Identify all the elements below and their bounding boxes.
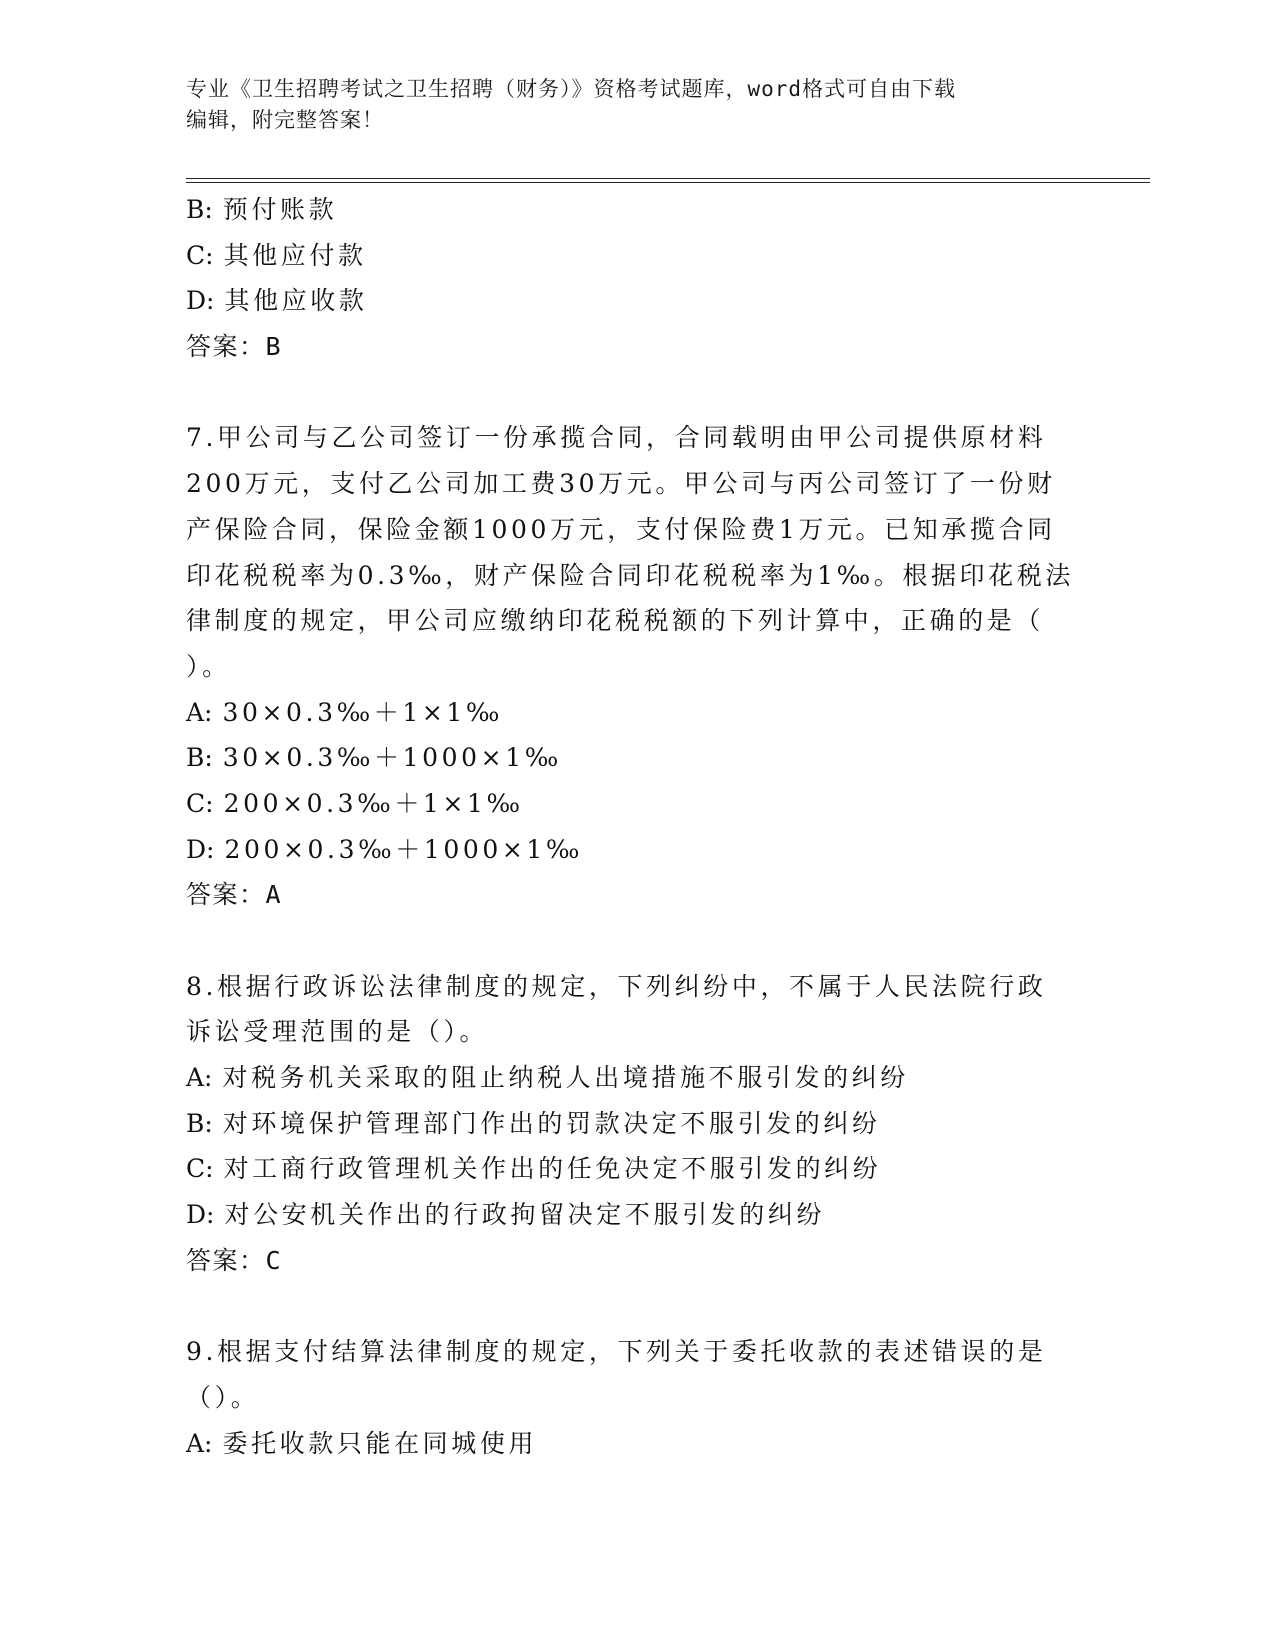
question-stem-line: 200万元，支付乙公司加工费30万元。甲公司与丙公司签订了一份财 — [186, 469, 1056, 499]
question-stem-line: 产保险合同，保险金额1000万元，支付保险费1万元。已知承揽合同 — [186, 514, 1056, 544]
option-d — [186, 278, 1086, 324]
header-line: 专业《卫生招聘考试之卫生招聘（财务）》资格考试题库，word格式可自由下载 — [186, 77, 957, 101]
answer-value: A — [265, 880, 281, 910]
option-key: A: — [186, 697, 213, 727]
option-key: B: — [186, 195, 213, 224]
question-stem-line: ）。 — [186, 651, 231, 681]
option-key: C: — [186, 1154, 214, 1184]
option-text: 委托收款只能在同城使用 — [222, 1428, 538, 1458]
option-b — [186, 1101, 1086, 1147]
option-d — [186, 827, 1086, 873]
option-key: B: — [186, 743, 213, 773]
option-c — [186, 781, 1086, 827]
option-text: 其他应收款 — [224, 286, 368, 316]
option-key: D: — [186, 286, 215, 316]
answer-label: 答案： — [186, 880, 266, 910]
option-key: B: — [186, 1108, 213, 1138]
question-stem-line: 律制度的规定，甲公司应缴纳印花税税额的下列计算中，正确的是（ — [186, 606, 1045, 636]
option-a — [186, 690, 1086, 736]
option-a — [186, 1421, 1086, 1467]
header-divider — [186, 178, 1150, 179]
option-text: 对环境保护管理部门作出的罚款决定不服引发的纠纷 — [222, 1108, 881, 1138]
answer-label: 答案： — [186, 332, 266, 362]
option-text: 30×0.3‰＋1000×1‰ — [222, 743, 562, 773]
answer-label: 答案： — [186, 1245, 266, 1275]
option-c — [186, 1146, 1086, 1192]
option-key: A: — [186, 1063, 213, 1093]
question-7 — [186, 415, 1086, 918]
question-stem-line: 7.甲公司与乙公司签订一份承揽合同，合同载明由甲公司提供原材料 — [186, 423, 1047, 453]
header-line: 编辑，附完整答案！ — [186, 108, 384, 132]
option-text: 200×0.3‰＋1×1‰ — [223, 788, 524, 818]
question-stem-line: 9.根据支付结算法律制度的规定，下列关于委托收款的表述错误的是 — [186, 1337, 1047, 1367]
option-text: 其他应付款 — [223, 240, 367, 270]
answer-line — [186, 872, 1086, 918]
option-b — [186, 735, 1086, 781]
question-stem-line: 诉讼受理范围的是（）。 — [186, 1017, 489, 1047]
option-key: A: — [186, 1428, 213, 1458]
question-stem-line: 印花税税率为0.3‰，财产保险合同印花税税率为1‰。根据印花税法 — [186, 560, 1074, 590]
option-key: D: — [186, 834, 215, 864]
option-key: C: — [186, 240, 214, 270]
option-text: 30×0.3‰＋1×1‰ — [222, 697, 504, 727]
option-key: D: — [186, 1200, 215, 1230]
question-list — [186, 187, 1086, 1466]
question-stem-line: 8.根据行政诉讼法律制度的规定，下列纠纷中，不属于人民法院行政 — [186, 971, 1047, 1001]
option-key: C: — [186, 788, 214, 818]
answer-value: C — [265, 1245, 281, 1275]
question-8 — [186, 964, 1086, 1284]
option-text: 200×0.3‰＋1000×1‰ — [224, 834, 584, 864]
option-b — [186, 187, 1086, 233]
option-text: 对工商行政管理机关作出的任免决定不服引发的纠纷 — [223, 1154, 882, 1184]
header-divider — [186, 182, 1150, 183]
document-header — [186, 74, 1086, 136]
answer-line — [186, 1238, 1086, 1284]
option-a — [186, 1055, 1086, 1101]
question-stem-line: （）。 — [186, 1382, 260, 1412]
answer-line — [186, 324, 1086, 370]
option-text: 对公安机关作出的行政拘留决定不服引发的纠纷 — [224, 1200, 826, 1230]
option-text: 预付账款 — [222, 195, 338, 224]
option-c — [186, 233, 1086, 279]
option-text: 对税务机关采取的阻止纳税人出境措施不服引发的纠纷 — [222, 1063, 909, 1093]
answer-value: B — [265, 332, 281, 362]
question-9 — [186, 1329, 1086, 1466]
option-d — [186, 1192, 1086, 1238]
question-6-tail — [186, 187, 1086, 370]
